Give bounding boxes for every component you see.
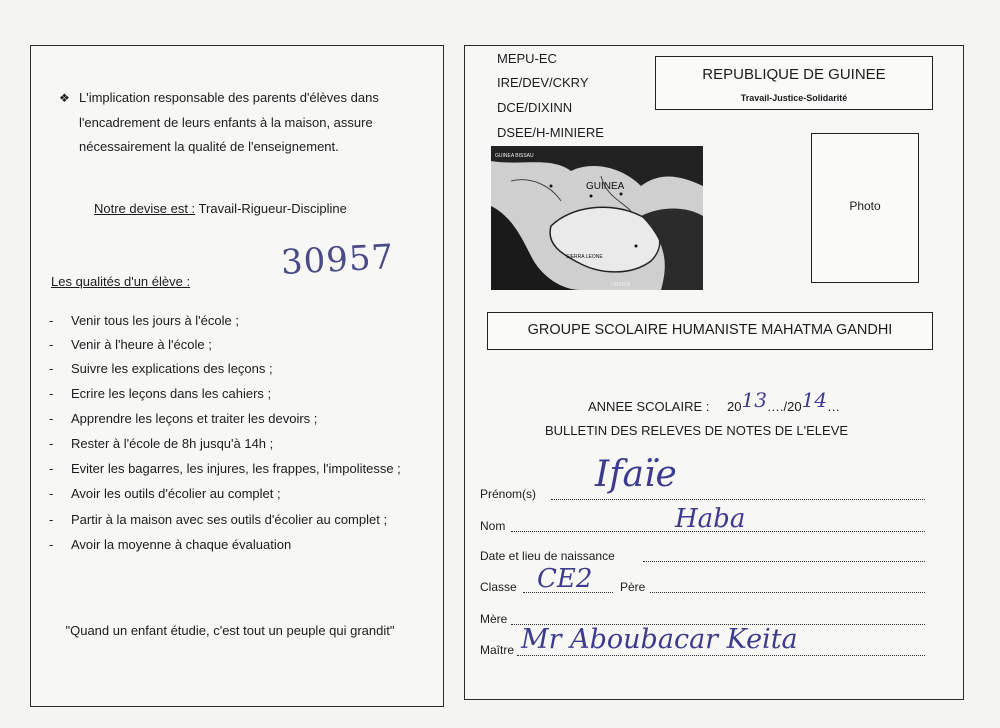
intro-bullet-icon: ❖ (59, 91, 70, 105)
pere-label: Père (620, 580, 646, 594)
map-label-sierra-leone: SIERRA LEONE (566, 254, 603, 260)
photo-box (811, 133, 919, 283)
map-label-guinea: GUINEA (586, 181, 625, 192)
maitre-line (517, 655, 925, 656)
map-label-bissau: GUINEA BISSAU (495, 153, 534, 159)
map-label-liberia: LIBERIA (611, 282, 631, 288)
list-item: - Partir à la maison avec ses outils d'écolier au complet ; (49, 512, 388, 527)
guinea-map-icon (491, 146, 703, 290)
school-name: GROUPE SCOLAIRE HUMANISTE MAHATMA GANDHI (527, 322, 893, 338)
list-item: - Avoir la moyenne à chaque évaluation (49, 537, 292, 552)
list-item: - Suivre les explications des leçons ; (49, 361, 273, 376)
report-card-cover (464, 45, 964, 700)
prenom-value: Ifaïe (595, 454, 677, 495)
year-sep: …./20 (766, 399, 802, 414)
school-year: ANNEE SCOLAIRE : 2013…./2014… (588, 388, 841, 414)
admin-line-4: DSEE/H-MINIERE (497, 125, 604, 140)
school-box (487, 312, 933, 350)
list-item: - Apprendre les leçons et traiter les devoirs ; (49, 411, 318, 426)
republic-box (655, 56, 933, 110)
prenom-label: Prénom(s) (480, 487, 537, 501)
year-printed: 20 (727, 399, 742, 414)
admin-line-1: MEPU-EC (497, 51, 557, 66)
rules-panel (30, 45, 444, 707)
list-item: - Venir tous les jours à l'école ; (49, 313, 239, 328)
motto-value: Travail-Rigueur-Discipline (198, 201, 347, 216)
guinea-map (491, 146, 703, 290)
handwritten-number: 30957 (280, 237, 396, 283)
nom-value: Haba (675, 504, 746, 534)
list-item: - Venir à l'heure à l'école ; (49, 337, 212, 352)
motto-label: Notre devise est : (94, 201, 196, 216)
list-item: - Eviter les bagarres, les injures, les frappes, l'impolitesse ; (49, 461, 401, 476)
intro-line-1: L'implication responsable des parents d'élèves dans (79, 90, 379, 105)
maitre-label: Maître (480, 643, 515, 657)
maitre-value: Mr Aboubacar Keita (521, 624, 798, 655)
intro-line-2: l'encadrement de leurs enfants à la maison, assure (79, 115, 373, 130)
list-item: - Rester à l'école de 8h jusqu'à 14h ; (49, 436, 274, 451)
list-item: - Ecrire les leçons dans les cahiers ; (49, 386, 272, 401)
classe-value: CE2 (537, 564, 593, 594)
photo-label: Photo (849, 199, 881, 213)
prenom-line (551, 499, 925, 500)
birth-line (643, 561, 925, 562)
bulletin-title: BULLETIN DES RELEVES DE NOTES DE L'ELEVE (545, 423, 849, 438)
nom-label: Nom (480, 519, 506, 533)
motto (94, 201, 347, 216)
republic-motto: Travail-Justice-Solidarité (740, 93, 848, 103)
intro-line-3: nécessairement la qualité de l'enseignement. (79, 139, 339, 154)
quote: "Quand un enfant étudie, c'est tout un peuple qui grandit" (65, 623, 395, 638)
pere-line (650, 592, 925, 593)
year-label: ANNEE SCOLAIRE : (588, 399, 710, 414)
classe-label: Classe (480, 580, 517, 594)
admin-line-2: IRE/DEV/CKRY (497, 75, 589, 90)
qualities-title: Les qualités d'un élève : (51, 274, 191, 289)
mere-label: Mère (480, 612, 508, 626)
year-hand-start: 13 (741, 388, 767, 412)
admin-line-3: DCE/DIXINN (497, 100, 573, 115)
list-item: - Avoir les outils d'écolier au complet ; (49, 486, 281, 501)
year-hand-end: 14 (801, 388, 828, 412)
birth-label: Date et lieu de naissance (480, 549, 615, 563)
republic-title: REPUBLIQUE DE GUINEE (702, 66, 886, 83)
